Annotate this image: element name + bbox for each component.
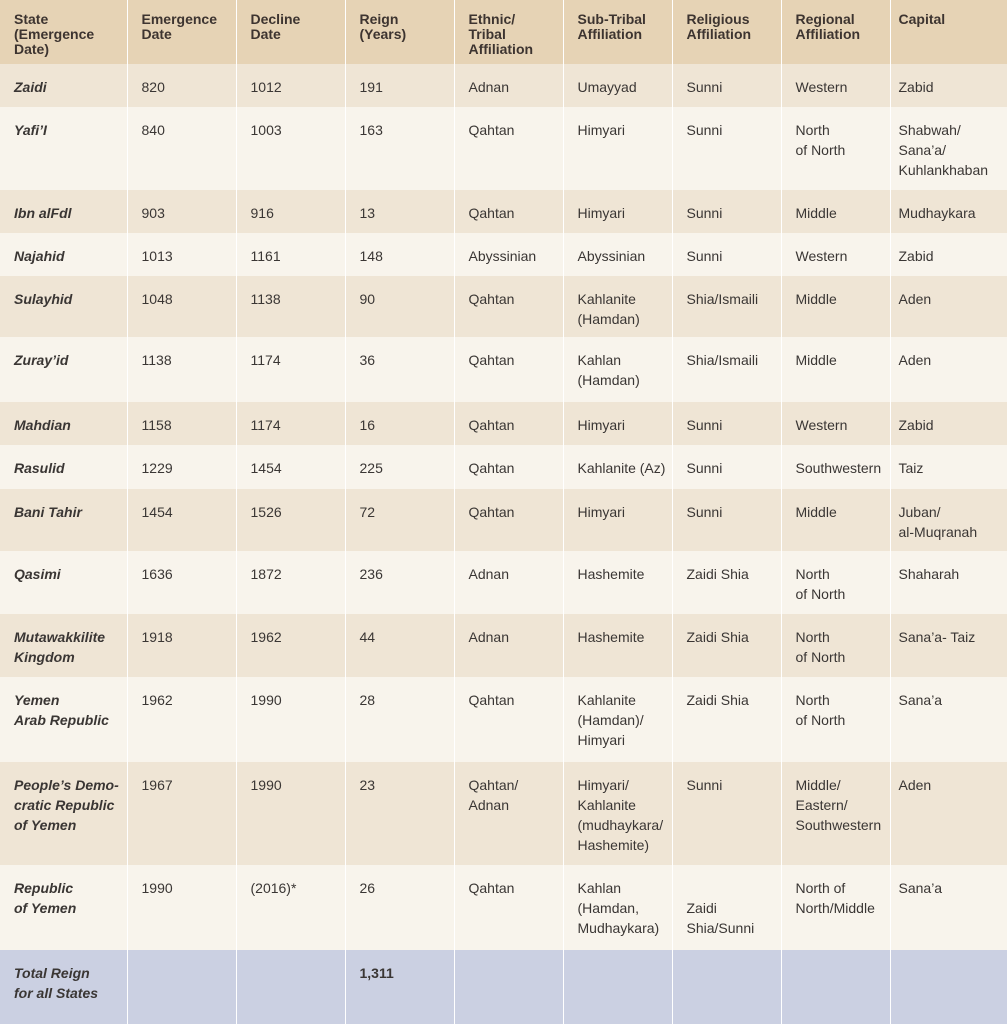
regional-cell: Southwestern [781, 445, 890, 489]
ethnic-cell: Qahtan [454, 865, 563, 950]
state-cell: People’s Demo- cratic Republic of Yemen [0, 762, 127, 865]
capital-cell: Shabwah/ Sana’a/ Kuhlankhaban [890, 107, 1007, 190]
total-row [0, 950, 1007, 1024]
state-cell: Republic of Yemen [0, 865, 127, 950]
subtribal-cell: Hashemite [563, 614, 672, 677]
ethnic-cell: Qahtan/ Adnan [454, 762, 563, 865]
subtribal-cell: Himyari [563, 190, 672, 233]
table-row [0, 445, 1007, 489]
header-reign: Reign (Years) [345, 0, 454, 64]
state-cell: Sulayhid [0, 276, 127, 337]
emergence-cell: 1454 [127, 489, 236, 551]
table-cell [781, 950, 890, 1024]
religious-cell: Sunni [672, 762, 781, 865]
table-row [0, 276, 1007, 337]
state-cell: Yafi’I [0, 107, 127, 190]
emergence-cell: 1138 [127, 337, 236, 402]
subtribal-cell: Himyari [563, 489, 672, 551]
table-row [0, 233, 1007, 276]
religious-cell: Sunni [672, 64, 781, 107]
regional-cell: North of North [781, 107, 890, 190]
state-cell: Zaidi [0, 64, 127, 107]
regional-cell: Middle [781, 489, 890, 551]
table-row [0, 107, 1007, 190]
emergence-cell: 1013 [127, 233, 236, 276]
table-cell [890, 950, 1007, 1024]
total-label: Total Reign for all States [0, 950, 127, 1024]
regional-cell: North of North [781, 677, 890, 762]
ethnic-cell: Abyssinian [454, 233, 563, 276]
capital-cell: Mudhaykara [890, 190, 1007, 233]
ethnic-cell: Qahtan [454, 190, 563, 233]
table-row [0, 865, 1007, 950]
subtribal-cell: Himyari [563, 107, 672, 190]
ethnic-cell: Qahtan [454, 489, 563, 551]
capital-cell: Zabid [890, 402, 1007, 445]
header-decline: Decline Date [236, 0, 345, 64]
religious-cell: Zaidi Shia/Sunni [672, 865, 781, 950]
table-row [0, 337, 1007, 402]
ethnic-cell: Qahtan [454, 107, 563, 190]
reign-cell: 28 [345, 677, 454, 762]
header-emergence: Emergence Date [127, 0, 236, 64]
emergence-cell: 840 [127, 107, 236, 190]
reign-cell: 90 [345, 276, 454, 337]
ethnic-cell: Qahtan [454, 402, 563, 445]
religious-cell: Zaidi Shia [672, 551, 781, 614]
decline-cell: 1003 [236, 107, 345, 190]
subtribal-cell: Umayyad [563, 64, 672, 107]
regional-cell: Middle [781, 337, 890, 402]
decline-cell: (2016)* [236, 865, 345, 950]
regional-cell: Western [781, 64, 890, 107]
emergence-cell: 1158 [127, 402, 236, 445]
table-cell [127, 950, 236, 1024]
reign-cell: 13 [345, 190, 454, 233]
state-cell: Najahid [0, 233, 127, 276]
emergence-cell: 1962 [127, 677, 236, 762]
table-cell [236, 950, 345, 1024]
state-cell: Bani Tahir [0, 489, 127, 551]
religious-cell: Zaidi Shia [672, 677, 781, 762]
subtribal-cell: Kahlanite (Az) [563, 445, 672, 489]
capital-cell: Zabid [890, 64, 1007, 107]
capital-cell: Aden [890, 762, 1007, 865]
header-subtribal: Sub-Tribal Affiliation [563, 0, 672, 64]
table-row [0, 489, 1007, 551]
regional-cell: Middle/ Eastern/ Southwestern [781, 762, 890, 865]
table-cell [454, 950, 563, 1024]
table-row [0, 614, 1007, 677]
header-state: State (Emergence Date) [0, 0, 127, 64]
decline-cell: 1526 [236, 489, 345, 551]
regional-cell: Middle [781, 276, 890, 337]
table-row [0, 551, 1007, 614]
capital-cell: Sana’a- Taiz [890, 614, 1007, 677]
header-capital: Capital [890, 0, 1007, 64]
table-row [0, 762, 1007, 865]
emergence-cell: 1967 [127, 762, 236, 865]
ethnic-cell: Adnan [454, 614, 563, 677]
table-cell [672, 950, 781, 1024]
emergence-cell: 1990 [127, 865, 236, 950]
decline-cell: 1012 [236, 64, 345, 107]
reign-cell: 23 [345, 762, 454, 865]
religious-cell: Zaidi Shia [672, 614, 781, 677]
emergence-cell: 1048 [127, 276, 236, 337]
ethnic-cell: Qahtan [454, 337, 563, 402]
emergence-cell: 1636 [127, 551, 236, 614]
regional-cell: Western [781, 402, 890, 445]
table-row [0, 64, 1007, 107]
regional-cell: North of North/Middle [781, 865, 890, 950]
header-row [0, 0, 1007, 64]
table-row [0, 190, 1007, 233]
capital-cell: Sana’a [890, 677, 1007, 762]
decline-cell: 1990 [236, 762, 345, 865]
capital-cell: Zabid [890, 233, 1007, 276]
ethnic-cell: Qahtan [454, 276, 563, 337]
state-cell: Qasimi [0, 551, 127, 614]
capital-cell: Sana’a [890, 865, 1007, 950]
decline-cell: 1174 [236, 337, 345, 402]
decline-cell: 1990 [236, 677, 345, 762]
table-cell [563, 950, 672, 1024]
table-row [0, 402, 1007, 445]
reign-cell: 36 [345, 337, 454, 402]
ethnic-cell: Adnan [454, 551, 563, 614]
regional-cell: Middle [781, 190, 890, 233]
religious-cell: Sunni [672, 107, 781, 190]
state-cell: Mutawakkilite Kingdom [0, 614, 127, 677]
decline-cell: 1962 [236, 614, 345, 677]
decline-cell: 1872 [236, 551, 345, 614]
capital-cell: Taiz [890, 445, 1007, 489]
capital-cell: Juban/ al-Muqranah [890, 489, 1007, 551]
subtribal-cell: Kahlan (Hamdan, Mudhaykara) [563, 865, 672, 950]
capital-cell: Aden [890, 276, 1007, 337]
regional-cell: North of North [781, 551, 890, 614]
capital-cell: Shaharah [890, 551, 1007, 614]
religious-cell: Shia/Ismaili [672, 337, 781, 402]
religious-cell: Sunni [672, 233, 781, 276]
decline-cell: 1161 [236, 233, 345, 276]
decline-cell: 916 [236, 190, 345, 233]
reign-cell: 72 [345, 489, 454, 551]
reign-cell: 26 [345, 865, 454, 950]
religious-cell: Sunni [672, 402, 781, 445]
total-reign: 1,311 [345, 950, 454, 1024]
capital-cell: Aden [890, 337, 1007, 402]
religious-cell: Sunni [672, 489, 781, 551]
emergence-cell: 1918 [127, 614, 236, 677]
ethnic-cell: Adnan [454, 64, 563, 107]
reign-cell: 148 [345, 233, 454, 276]
header-religious: Religious Affiliation [672, 0, 781, 64]
emergence-cell: 820 [127, 64, 236, 107]
subtribal-cell: Abyssinian [563, 233, 672, 276]
regional-cell: Western [781, 233, 890, 276]
subtribal-cell: Kahlanite (Hamdan)/ Himyari [563, 677, 672, 762]
religious-cell: Sunni [672, 445, 781, 489]
decline-cell: 1138 [236, 276, 345, 337]
subtribal-cell: Himyari/ Kahlanite (mudhaykara/ Hashemite) [563, 762, 672, 865]
reign-cell: 44 [345, 614, 454, 677]
religious-cell: Sunni [672, 190, 781, 233]
state-cell: Mahdian [0, 402, 127, 445]
subtribal-cell: Hashemite [563, 551, 672, 614]
reign-cell: 163 [345, 107, 454, 190]
header-regional: Regional Affiliation [781, 0, 890, 64]
subtribal-cell: Kahlan (Hamdan) [563, 337, 672, 402]
ethnic-cell: Qahtan [454, 677, 563, 762]
religious-cell: Shia/Ismaili [672, 276, 781, 337]
decline-cell: 1174 [236, 402, 345, 445]
state-cell: Ibn alFdl [0, 190, 127, 233]
subtribal-cell: Kahlanite (Hamdan) [563, 276, 672, 337]
emergence-cell: 1229 [127, 445, 236, 489]
subtribal-cell: Himyari [563, 402, 672, 445]
header-ethnic: Ethnic/ Tribal Affiliation [454, 0, 563, 64]
state-cell: Rasulid [0, 445, 127, 489]
regional-cell: North of North [781, 614, 890, 677]
reign-cell: 191 [345, 64, 454, 107]
reign-cell: 16 [345, 402, 454, 445]
reign-cell: 225 [345, 445, 454, 489]
reign-cell: 236 [345, 551, 454, 614]
state-cell: Zuray’id [0, 337, 127, 402]
table-row [0, 677, 1007, 762]
ethnic-cell: Qahtan [454, 445, 563, 489]
emergence-cell: 903 [127, 190, 236, 233]
decline-cell: 1454 [236, 445, 345, 489]
state-cell: Yemen Arab Republic [0, 677, 127, 762]
